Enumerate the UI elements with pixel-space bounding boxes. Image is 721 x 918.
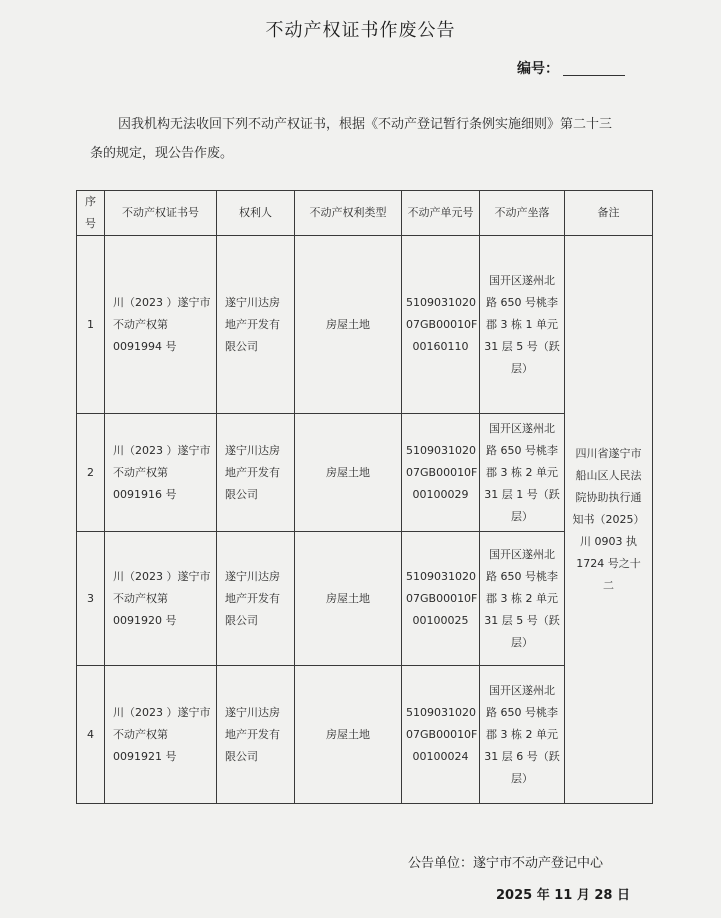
intro-line-1: 因我机构无法收回下列不动产权证书，根据《不动产登记暂行条例实施细则》第二十三 [118, 117, 613, 132]
issuing-unit-name: 遂宁市不动产登记中心 [473, 856, 604, 871]
unit-number: 5109031020 07GB00010F 00100024 [402, 666, 480, 804]
issuing-unit-label: 公告单位： [408, 856, 474, 871]
row-no: 1 [77, 236, 105, 414]
header-remark: 备注 [565, 191, 653, 236]
unit-number: 5109031020 07GB00010F 00160110 [402, 236, 480, 414]
location: 国开区遂州北 路 650 号桃李 郡 3 栋 2 单元 31 层 6 号（跃 层） [480, 666, 565, 804]
cert-number: 川（2023 ）遂宁市 不动产权第 0091994 号 [105, 236, 217, 414]
header-no: 序号 [77, 191, 105, 236]
page-title: 不动产权证书作废公告 [265, 20, 456, 41]
right-type: 房屋土地 [295, 236, 402, 414]
row-no: 3 [77, 532, 105, 666]
serial-blank-line [563, 75, 625, 76]
row-no: 2 [77, 414, 105, 532]
right-type: 房屋土地 [295, 532, 402, 666]
row-no: 4 [77, 666, 105, 804]
right-type: 房屋土地 [295, 666, 402, 804]
header-right-type: 不动产权利类型 [295, 191, 402, 236]
header-location: 不动产坐落 [480, 191, 565, 236]
owner: 遂宁川达房 地产开发有 限公司 [217, 532, 295, 666]
owner: 遂宁川达房 地产开发有 限公司 [217, 236, 295, 414]
header-unit-no: 不动产单元号 [402, 191, 480, 236]
location: 国开区遂州北 路 650 号桃李 郡 3 栋 2 单元 31 层 5 号（跃 层） [480, 532, 565, 666]
serial-label: 编号： [517, 61, 559, 77]
unit-number: 5109031020 07GB00010F 00100029 [402, 414, 480, 532]
intro-paragraph [90, 110, 650, 168]
unit-number: 5109031020 07GB00010F 00100025 [402, 532, 480, 666]
cert-number: 川（2023 ）遂宁市 不动产权第 0091921 号 [105, 666, 217, 804]
header-owner: 权利人 [217, 191, 295, 236]
owner: 遂宁川达房 地产开发有 限公司 [217, 414, 295, 532]
certificate-table [76, 190, 653, 804]
owner: 遂宁川达房 地产开发有 限公司 [217, 666, 295, 804]
serial-number [517, 58, 625, 78]
header-cert: 不动产权证书号 [105, 191, 217, 236]
location: 国开区遂州北 路 650 号桃李 郡 3 栋 2 单元 31 层 1 号（跃 层） [480, 414, 565, 532]
remark: 四川省遂宁市 船山区人民法 院协助执行通 知书（2025） 川 0903 执 1724 号之十 二 [565, 236, 653, 804]
table-row [77, 236, 653, 414]
location: 国开区遂州北 路 650 号桃李 郡 3 栋 1 单元 31 层 5 号（跃 层） [480, 236, 565, 414]
issuing-unit [408, 852, 603, 871]
notice-date: 2025 年 11 月 28 日 [496, 888, 630, 903]
table-header-row [77, 191, 653, 236]
intro-line-2: 条的规定，现公告作废。 [90, 146, 234, 161]
cert-number: 川（2023 ）遂宁市 不动产权第 0091916 号 [105, 414, 217, 532]
right-type: 房屋土地 [295, 414, 402, 532]
cert-number: 川（2023 ）遂宁市 不动产权第 0091920 号 [105, 532, 217, 666]
